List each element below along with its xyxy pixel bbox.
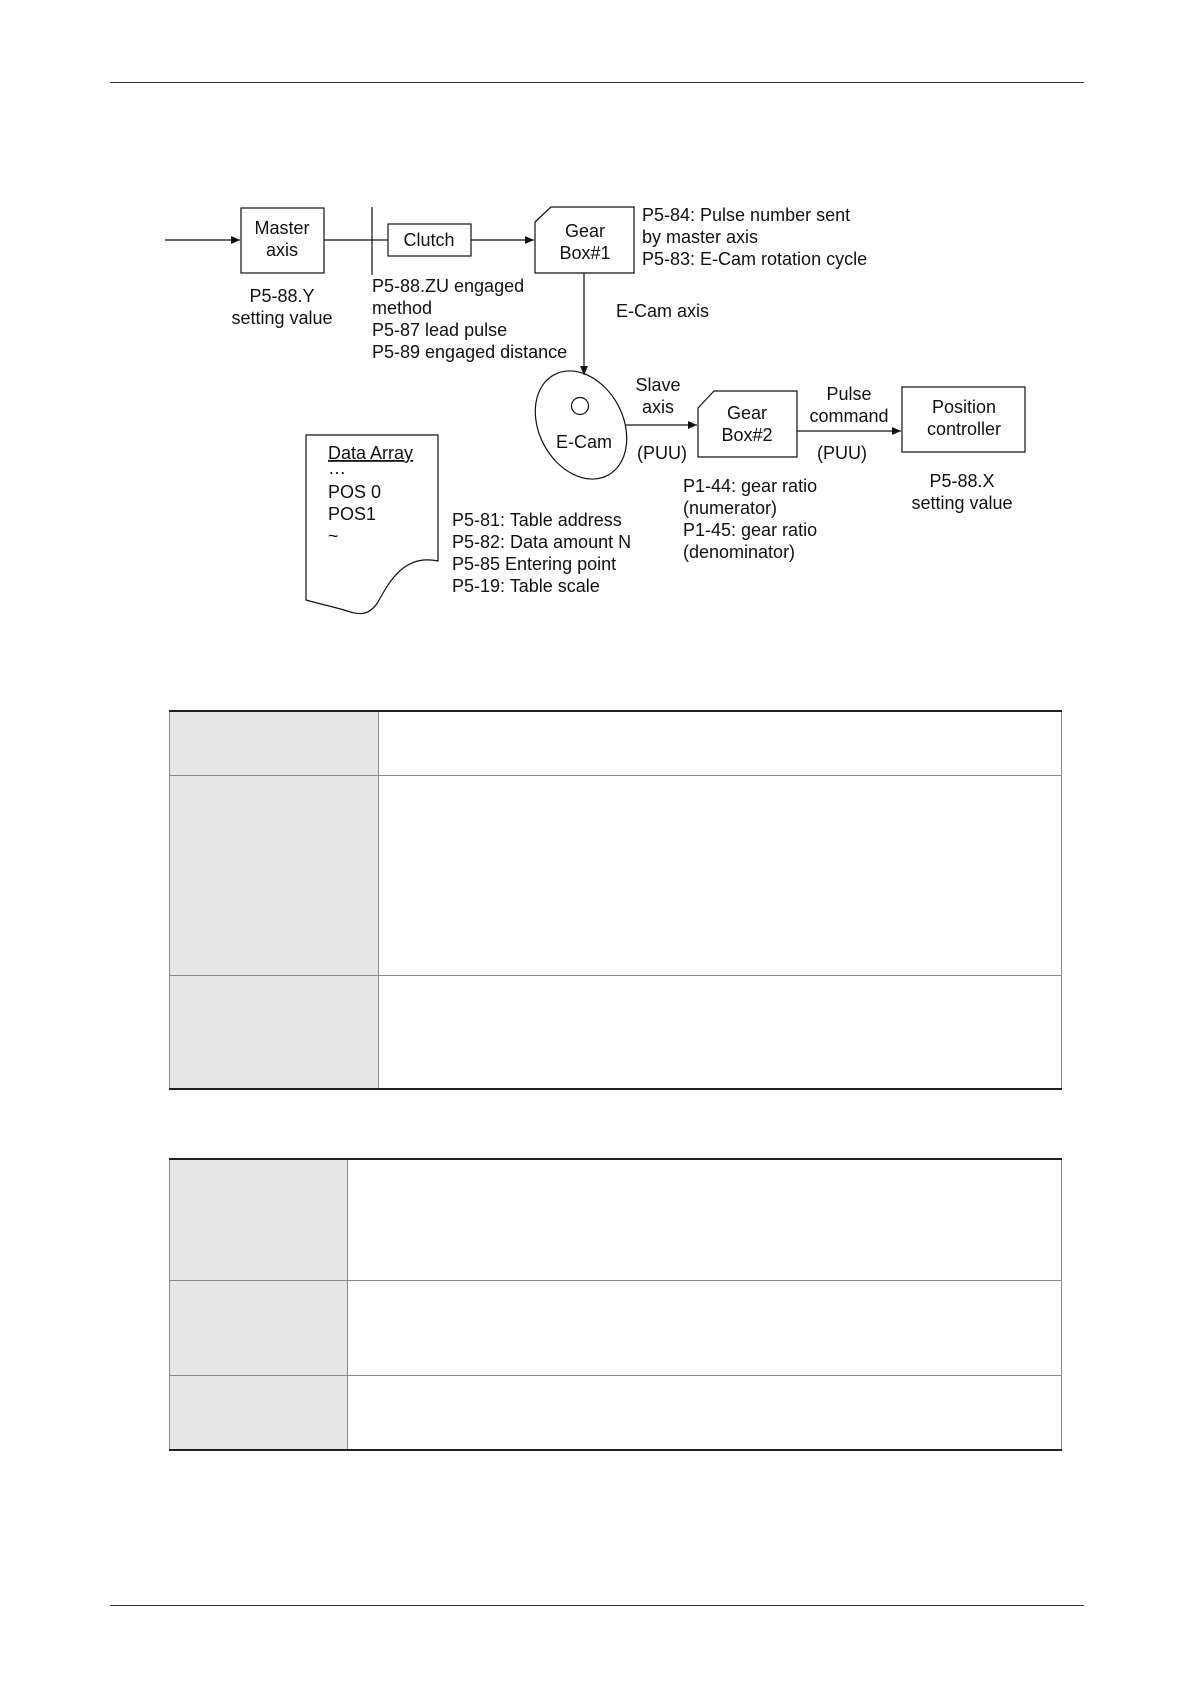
- ecam-hub: [572, 398, 589, 415]
- data-array-line-2: POS 0: [328, 482, 382, 502]
- table-note-4: P5-19: Table scale: [452, 576, 600, 596]
- clutch-note-2: method: [372, 298, 433, 318]
- clutch-note-3: P5-87 lead pulse: [372, 320, 508, 340]
- table-row: [170, 975, 1062, 1089]
- parameter-table-2: [169, 1158, 1062, 1451]
- table1-row3-value: [379, 975, 1062, 1089]
- table-note-3: P5-85 Entering point: [452, 554, 617, 574]
- ecam-disk: [517, 355, 645, 495]
- ecam-label: E-Cam: [555, 432, 613, 452]
- pulse-command-label-1: Pulse: [826, 384, 872, 404]
- gearbox2-label-1: Gear: [726, 403, 768, 423]
- table-row: [170, 775, 1062, 975]
- puu-right-label: (PUU): [817, 443, 867, 463]
- table2-row2-value: [348, 1280, 1062, 1375]
- position-note-1: P5-88.X: [929, 471, 995, 491]
- master-note-1: P5-88.Y: [249, 286, 315, 306]
- table-row: [170, 1375, 1062, 1450]
- table1-row2-label: [170, 775, 379, 975]
- gearbox1-note-1: P5-84: Pulse number sent: [642, 205, 851, 225]
- parameter-table-1: [169, 710, 1062, 1090]
- table1-row2-value: [379, 775, 1062, 975]
- table1-row1-value: [379, 711, 1062, 775]
- table2-row1-value: [348, 1159, 1062, 1280]
- position-controller-label-1: Position: [931, 397, 997, 417]
- gearbox1-note-3: P5-83: E-Cam rotation cycle: [642, 249, 868, 269]
- gearbox1-label-1: Gear: [564, 221, 606, 241]
- slave-axis-label-2: axis: [641, 397, 675, 417]
- position-note-2: setting value: [911, 493, 1013, 513]
- table2-row3-label: [170, 1375, 348, 1450]
- table2-row3-value: [348, 1375, 1062, 1450]
- gearbox2-box: [698, 391, 797, 457]
- position-controller-label-2: controller: [926, 419, 1002, 439]
- data-array-line-1: …: [328, 458, 346, 478]
- gearbox1-label-2: Box#1: [559, 243, 611, 263]
- table-row: [170, 1159, 1062, 1280]
- table-note-1: P5-81: Table address: [452, 510, 622, 530]
- slave-axis-label-1: Slave: [635, 375, 681, 395]
- clutch-note-1: P5-88.ZU engaged: [372, 276, 525, 296]
- table-note-2: P5-82: Data amount N: [452, 532, 632, 552]
- puu-left-label: (PUU): [637, 443, 687, 463]
- master-axis-label-1: Master: [254, 218, 310, 238]
- table-row: [170, 1280, 1062, 1375]
- gearbox2-note-1: P1-44: gear ratio: [683, 476, 818, 496]
- clutch-note-4: P5-89 engaged distance: [372, 342, 568, 362]
- clutch-label: Clutch: [403, 230, 455, 250]
- data-array-line-4: ~: [328, 526, 339, 546]
- pulse-command-label-2: command: [809, 406, 889, 426]
- ecam-axis-label: E-Cam axis: [616, 301, 710, 321]
- master-axis-label-2: axis: [265, 240, 299, 260]
- gearbox2-note-4: (denominator): [683, 542, 796, 562]
- gearbox2-label-2: Box#2: [721, 425, 773, 445]
- data-array-title: Data Array: [328, 443, 414, 463]
- ecam-block-diagram: [0, 0, 1190, 660]
- table-row: [170, 711, 1062, 775]
- footer-rule: [110, 1605, 1084, 1606]
- gearbox2-note-2: (numerator): [683, 498, 778, 518]
- gearbox2-note-3: P1-45: gear ratio: [683, 520, 818, 540]
- data-array-line-3: POS1: [328, 504, 377, 524]
- table1-row3-label: [170, 975, 379, 1089]
- table1-row1-label: [170, 711, 379, 775]
- master-note-2: setting value: [231, 308, 333, 328]
- gearbox1-note-2: by master axis: [642, 227, 759, 247]
- table2-row1-label: [170, 1159, 348, 1280]
- table2-row2-label: [170, 1280, 348, 1375]
